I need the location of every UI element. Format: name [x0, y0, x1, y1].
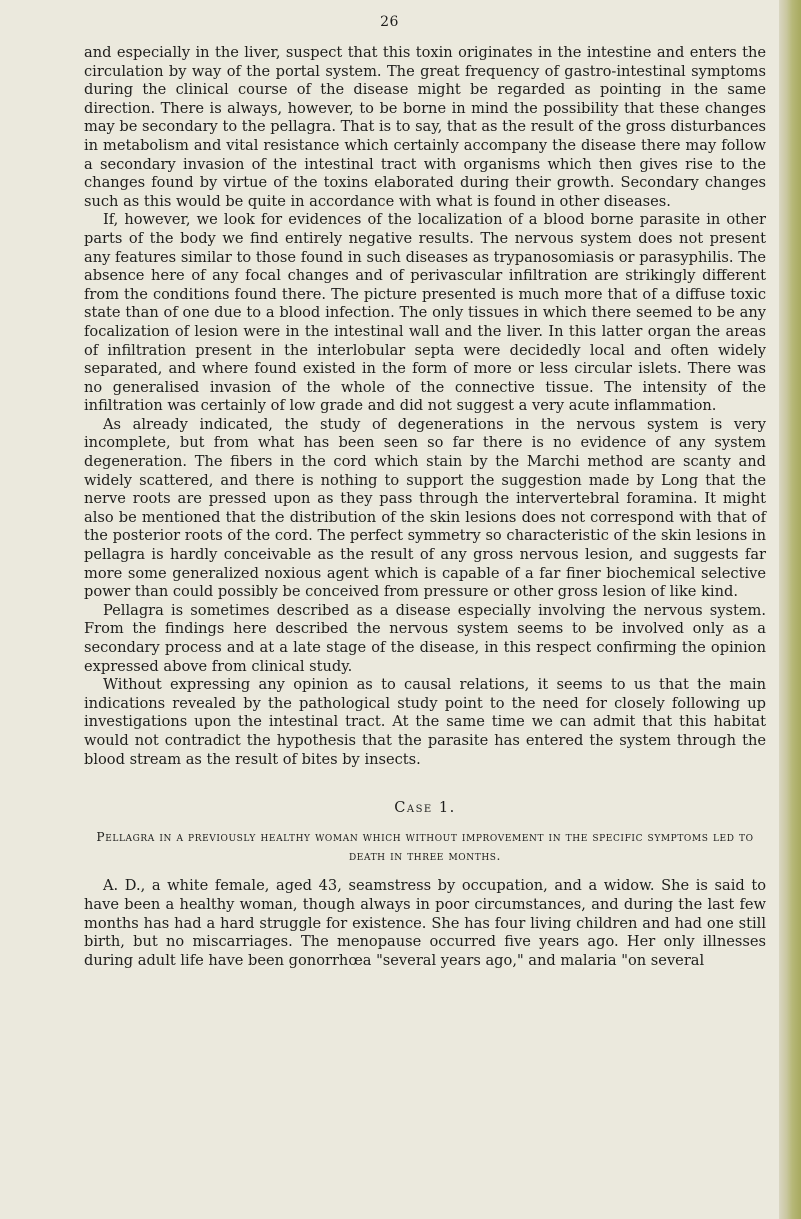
body-paragraph: As already indicated, the study of degenerations in the nervous system is very incomplete, but from what has been seen so far there is no evidence of any system degeneration. The fibers in the cord which stain by the Marchi method are scanty and widely scattered, and there is nothing to support the suggestion made by Long that the nerve roots are pressed upon as they pass through the intervertebral foramina. It might also be mentioned that the distribution of the skin lesions does not correspond with that of the posterior roots of the cord. The perfect symmetry so characteristic of the skin lesions in pellagra is hardly conceivable as the result of any gross nervous lesion, and suggests far more some generalized noxious agent which is capable of a far finer biochemical selective power than could possibly be conceived from pressure or other gross lesion of like kind.: [84, 415, 766, 601]
page-edge: [779, 0, 801, 1219]
body-paragraph: Pellagra is sometimes described as a disease especially involving the nervous system. From the findings here described the nervous system seems to be involved only as a secondary process and at a late stage of the disease, in this respect confirming the opinion expressed above from clinical study.: [84, 601, 766, 675]
body-paragraph: Without expressing any opinion as to causal relations, it seems to us that the main indications revealed by the pathological study point to the need for closely following up investigations upon the intestinal tract. At the same time we can admit that this habitat would not contradict the hypothesis that the parasite has entered the system through the blood stream as the result of bites by insects.: [84, 676, 766, 768]
case-paragraph: A. D., a white female, aged 43, seamstress by occupation, and a widow. She is said to have been a healthy woman, though always in poor circumstances, and during the last few months has had a hard struggle for existence. She has four living children and had one still birth, but no miscarriages. The menopause occurred five years ago. Her only illnesses during adult life have been gonorrhœa "several years ago," and malaria "on several: [84, 877, 766, 969]
page-body: [84, 44, 766, 970]
body-paragraph: If, however, we look for evidences of the localization of a blood borne parasite in other parts of the body we find entirely negative results. The nervous system does not present any features similar to those found in such diseases as trypanosomiasis or parasyphilis. The absence here of any focal changes and of perivascular infiltration are strikingly different from the conditions found there. The picture presented is much more that of a diffuse toxic state than of one due to a blood infection. The only tissues in which there seemed to be any focalization of lesion were in the intestinal wall and the liver. In this latter organ the areas of infiltration present in the interlobular septa were decidedly local and often widely separated, and where found existed in the form of more or less circular islets. There was no generalised invasion of the whole of the connective tissue. The intensity of the infiltration was certainly of low grade and did not suggest a very acute inflammation.: [84, 211, 766, 415]
case-subtitle: Pellagra in a previously healthy woman which without improvement in the specific symptoms led to death in three months.: [96, 830, 754, 863]
case-heading: Case 1.: [394, 799, 456, 817]
body-paragraph: and especially in the liver, suspect that this toxin originates in the intestine and enters the circulation by way of the portal system. The great frequency of gastro-intestinal symptoms during the clinical course of the disease might be regarded as pointing in the same direction. There is always, however, to be borne in mind the possibility that these changes may be secondary to the pellagra. That is to say, that as the result of the gross disturbances in metabolism and vital resistance which certainly accompany the disease there may follow a secondary invasion of the intestinal tract with organisms which then gives rise to the changes found by virtue of the toxins elaborated during their growth. Secondary changes such as this would be quite in accordance with what is found in other diseases.: [84, 44, 766, 210]
page-number: 26: [380, 14, 399, 30]
